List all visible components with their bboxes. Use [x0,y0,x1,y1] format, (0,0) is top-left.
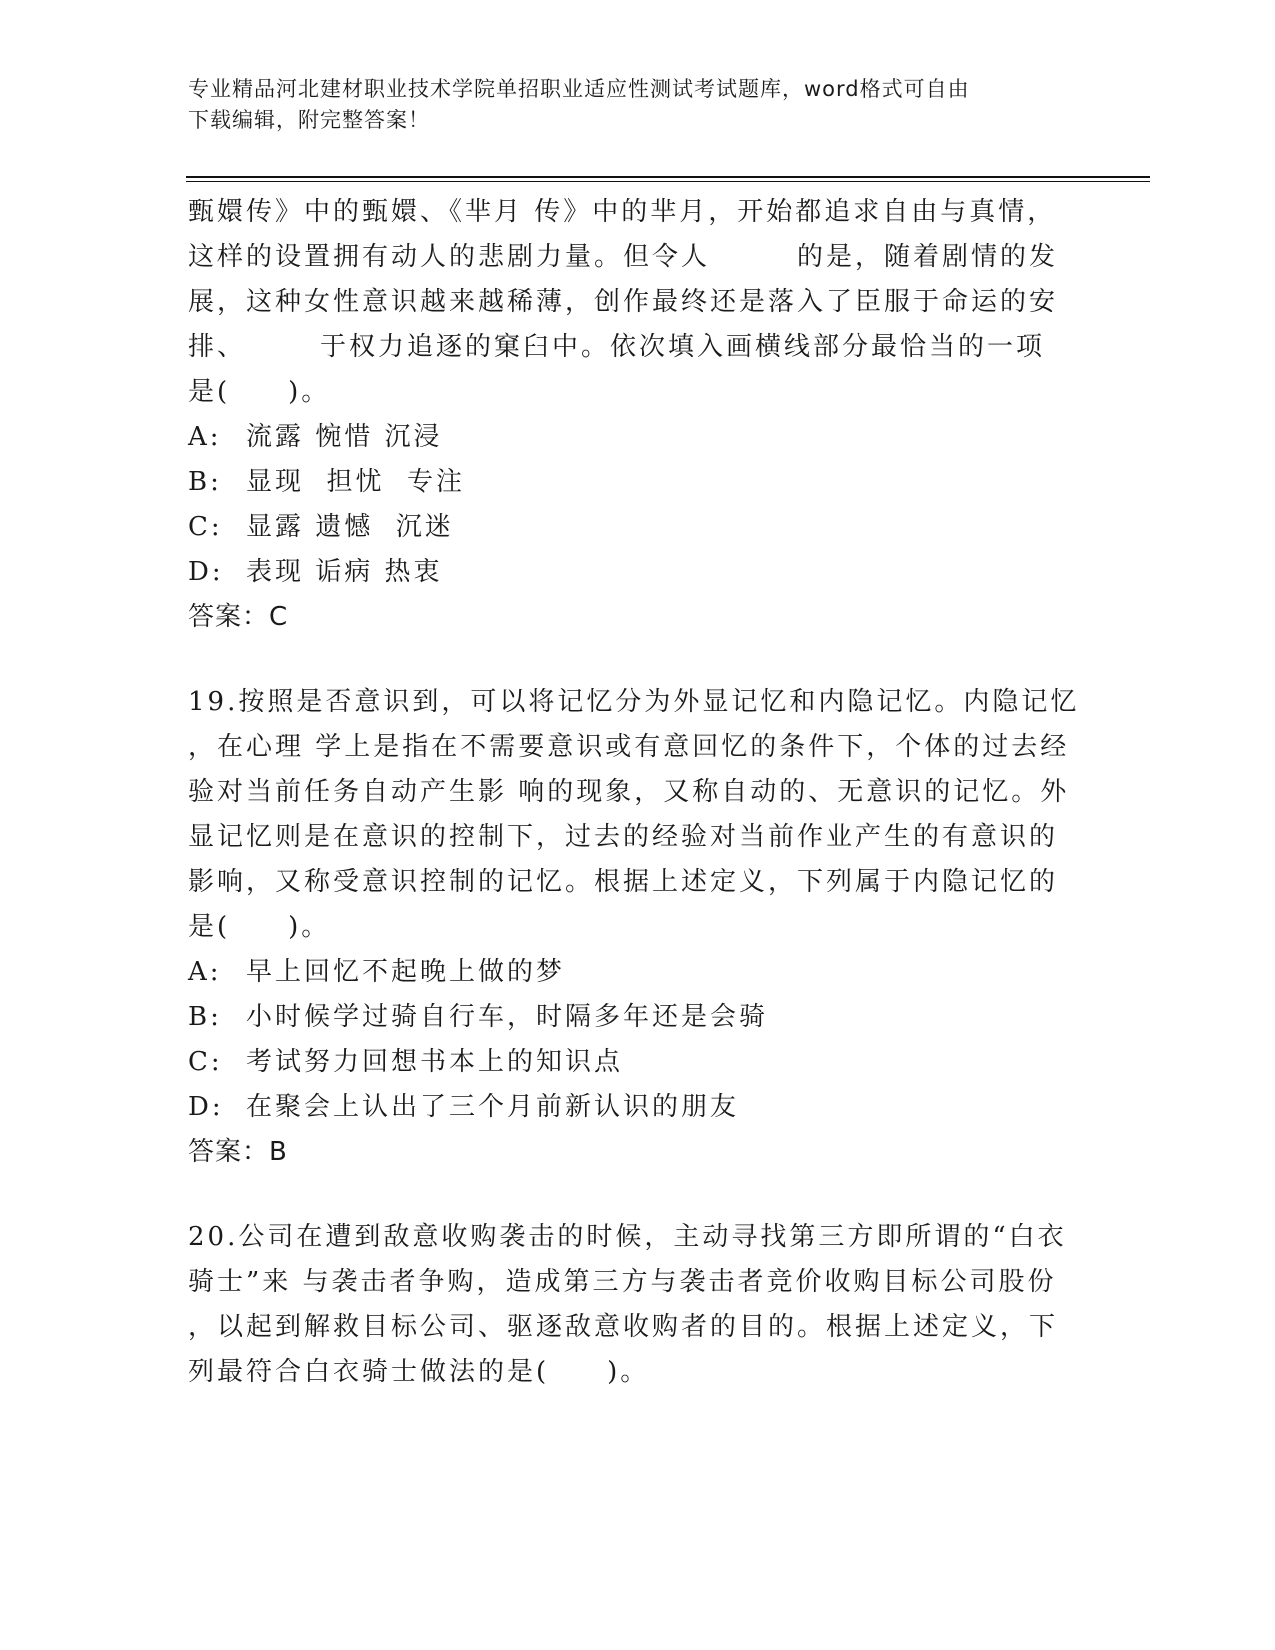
answer-line: 答案：B [188,1137,288,1167]
option-text: 考试努力回想书本上的知识点 [246,1047,624,1077]
option-text: 流露 惋惜 沉浸 [246,422,443,452]
question-text-line: 影响，又称受意识控制的记忆。根据上述定义，下列属于内隐记忆的 [188,867,1059,897]
option-c [188,505,1088,550]
option-d [188,550,1088,595]
option-label: D: [188,1092,224,1122]
option-text: 在聚会上认出了三个月前新认识的朋友 [246,1092,740,1122]
question-20 [188,1215,1088,1395]
document-body [188,190,1088,1395]
option-d [188,1085,1088,1130]
question-text-line: 这样的设置拥有动人的悲剧力量。但令人 的是，随着剧情的发 [188,242,1059,272]
header-line-2: 下载编辑，附完整答案！ [188,108,430,132]
option-label: A: [188,957,222,987]
question-text-line: 骑士”来 与袭击者争购，造成第三方与袭击者竞价收购目标公司股份 [188,1267,1057,1297]
header-rule-thick [186,176,1150,178]
option-label: B: [188,1002,222,1032]
option-b [188,995,1088,1040]
option-label: B: [188,467,222,497]
option-text: 小时候学过骑自行车，时隔多年还是会骑 [246,1002,769,1032]
question-text-line: ，在心理 学上是指在不需要意识或有意回忆的条件下，个体的过去经 [188,732,1070,762]
option-text: 显露 遗憾 沉迷 [246,512,454,542]
option-label: A: [188,422,222,452]
option-label: C: [188,512,223,542]
option-text: 早上回忆不起晚上做的梦 [246,957,566,987]
question-text-line: 甄嬛传》中的甄嬛、《芈月 传》中的芈月，开始都追求自由与真情， [188,197,1057,227]
question-text-line: ，以起到解救目标公司、驱逐敌意收购者的目的。根据上述定义，下 [188,1312,1059,1342]
question-text-line: 20.公司在遭到敌意收购袭击的时候，主动寻找第三方即所谓的“白衣 [188,1222,1067,1252]
question-text-line: 展，这种女性意识越来越稀薄，创作最终还是落入了臣服于命运的安 [188,287,1059,317]
option-c [188,1040,1088,1085]
option-label: C: [188,1047,223,1077]
option-a [188,950,1088,995]
question-text-line: 显记忆则是在意识的控制下，过去的经验对当前作业产生的有意识的 [188,822,1059,852]
question-text-line: 是( )。 [188,377,331,407]
question-text-line: 验对当前任务自动产生影 响的现象，又称自动的、无意识的记忆。外 [188,777,1070,807]
option-text: 表现 诟病 热衷 [246,557,443,587]
question-19 [188,680,1088,1175]
option-label: D: [188,557,224,587]
question-text-line: 排、 于权力追逐的窠臼中。依次填入画横线部分最恰当的一项 [188,332,1046,362]
page-header [188,74,1068,136]
option-text: 显现 担忧 专注 [246,467,466,497]
question-18 [188,190,1088,640]
header-rule-thin [186,181,1150,182]
question-text-line: 列最符合白衣骑士做法的是( )。 [188,1357,650,1387]
question-text-line: 是( )。 [188,912,331,942]
option-a [188,415,1088,460]
answer-line: 答案：C [188,602,289,632]
header-line-1: 专业精品河北建材职业技术学院单招职业适应性测试考试题库，word格式可自由 [188,77,970,101]
option-b [188,460,1088,505]
question-text-line: 19.按照是否意识到，可以将记忆分为外显记忆和内隐记忆。内隐记忆 [188,687,1080,717]
